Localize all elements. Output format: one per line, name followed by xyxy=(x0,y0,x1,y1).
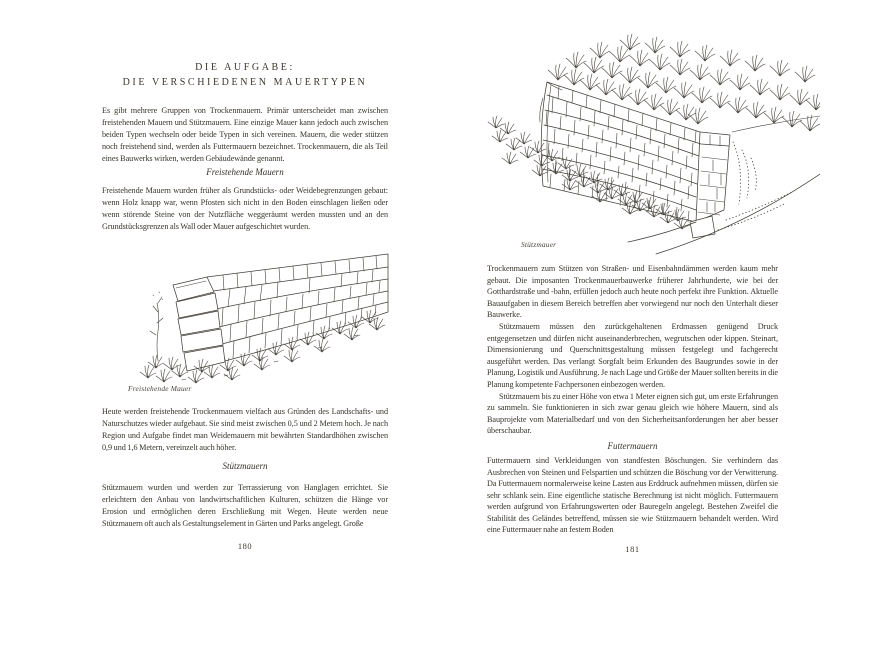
paragraph-futtermauern-1: Futtermauern sind Verkleidungen von standfesten Böschungen. Sie verhindern das Ausbrechen von Steinen und Felspartien und schützen die Böschung vor der Verwitterung. Da Futtermauern normalerweise keine Lasten aus Erddruck aufnehmen müssen, dürfen sie sehr schlank sein. Eine eigentliche statische Berechnung ist nicht möglich. Futtermauern werden aufgrund von Erfahrungswerten oder Bauregeln angelegt. Bestehen Zweifel die Stabilität des Geländes betreffend, müssen sie wie Stützmauern behandelt werden. Wird eine Futtermauer nahe an festem Boden xyxy=(487,455,778,535)
paragraph-stuetzmauern-4: Stützmauern bis zu einer Höhe von etwa 1 Meter eignen sich gut, um erste Erfahrungen zu sammeln. Sie funktionieren in sich zwar genau gleich wie höhere Mauern, sind als Bauprojekte vom Materialbedarf und von den Sicherheitsanforderungen her aber besser überschaubar. xyxy=(487,391,778,436)
chapter-title xyxy=(102,61,388,90)
section-heading-stuetzmauern: Stützmauern xyxy=(222,461,268,471)
page-number-right: 181 xyxy=(625,545,640,554)
paragraph-stuetzmauern-3: Stützmauern müssen den zurückgehaltenen Erdmassen genügend Druck entgegensetzen und dürfen nicht auseinanderbrechen, wegrutschen oder kippen. Steinart, Dimensionierung und Querschnittsgestaltung müssen festgelegt und fachgerecht ausgeführt werden. Das verlangt Sorgfalt beim Erkunden des Baugrundes sowie in der Planung, Logistik und Ausführung. Je nach Lage und Größe der Mauer sollten bereits in die Planung kompetente Fachpersonen einbezogen werden. xyxy=(487,321,779,389)
figure-caption-right: Stützmauer xyxy=(521,240,557,249)
right-page-text-flow xyxy=(487,263,778,536)
paragraph-freistehende-2: Heute werden freistehende Trockenmauern vielfach aus Gründen des Landschafts- und Naturschutzes wieder aufgebaut. Sie sind meist zwischen 0,5 und 2 Metern hoch. Je nach Region und Aufgabe findet man Weidemauern mit bewährten Standardhöhen zwischen 0,9 und 1,6 Metern, vereinzelt auch höher. xyxy=(102,407,388,452)
chapter-title-line1: DIE AUFGABE: xyxy=(195,62,295,73)
chapter-title-line2: DIE VERSCHIEDENEN MAUERTYPEN xyxy=(122,76,368,88)
retaining-wall-illustration xyxy=(480,24,820,256)
figure-caption-left: Freistehende Mauer xyxy=(128,384,192,393)
intro-paragraph: Es gibt mehrere Gruppen von Trockenmauern. Primär unterscheidet man zwischen freistehenden Mauern und Stützmauern. Eine einzige Mauer kann jedoch auch zwischen beiden Typen wechseln oder beide Typen in sich vereinen. Mauern, die weder stützen noch freistehend sind, werden als Futtermauern bezeichnet. Trockenmauern, die als Teil eines Bauwerks wirken, werden Gebäudewände genannt. xyxy=(102,106,388,163)
paragraph-freistehende-1: Freistehende Mauern wurden früher als Grundstücks- oder Weidebegrenzungen gebaut: wenn Holz knapp war, wenn Pfosten sich nicht in den Boden einschlagen ließen oder wenn störende Steine von der Nutzfläche weggeräumt werden mussten und an den Grundstücksgrenzen als Wall oder Mauer aufgeschichtet wurden. xyxy=(102,186,388,231)
retaining-wall xyxy=(540,82,730,238)
plant xyxy=(150,292,163,361)
page-number-left: 180 xyxy=(237,542,253,551)
paragraph-stuetzmauern-1: Stützmauern wurden und werden zur Terrassierung von Hanglagen errichtet. Sie erleichtern den Anbau von landwirtschaftlichen Kulturen, schützen die Hänge vor Erosion und ermöglichen deren Erschließung mit Wegen. Heute werden neue Stützmauern oft auch als Gestaltungselement in Gärten und Parks angelegt. Große xyxy=(102,483,388,528)
section-heading-freistehende-mauern: Freistehende Mauern xyxy=(206,167,284,177)
section-heading-futtermauern: Futtermauern xyxy=(607,440,658,451)
freestanding-wall-illustration xyxy=(112,240,392,386)
paragraph-stuetzmauern-2: Trockenmauern zum Stützen von Straßen- und Eisenbahndämmen werden kaum mehr gebaut. Die imposanten Trockenmauerbauwerke früherer Jahrhunderte, wie bei der Gotthardstraße und -bahn, erfüllen jedoch auch heute noch perfekt ihre Funktion. Aktuelle Bauaufgaben in diesem Bereich betreffen aber vorwiegend nur noch den Unterhalt dieser Bauwerke. xyxy=(487,264,778,320)
wall-face xyxy=(207,254,388,361)
